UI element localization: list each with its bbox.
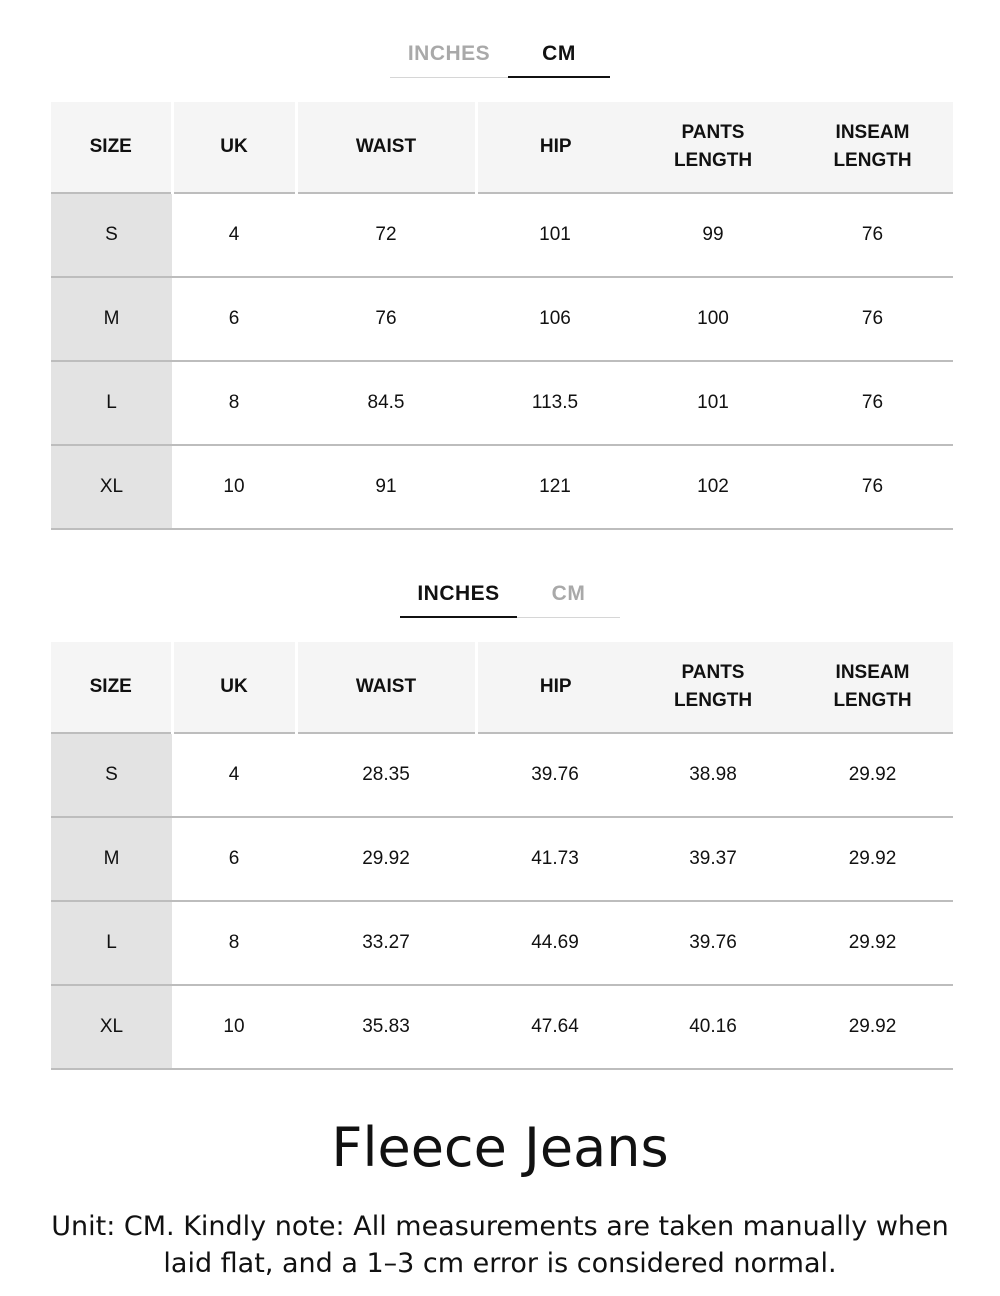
hip-cell: 121 [476,445,634,529]
uk-cell: 10 [172,445,296,529]
inseam-length-cell: 76 [792,361,953,445]
header-hip: HIP [476,102,634,193]
inseam-length-cell: 29.92 [792,985,953,1069]
size-cell: S [51,193,172,277]
inseam-length-cell: 76 [792,277,953,361]
size-cell: XL [51,985,172,1069]
header-pants-length: PANTS LENGTH [634,102,792,193]
header-inseam-length: INSEAM LENGTH [792,102,953,193]
hip-cell: 39.76 [476,733,634,817]
pants-length-cell: 100 [634,277,792,361]
measurement-note: Unit: CM. Kindly note: All measurements are taken manually when laid flat, and a 1–3 cm error is considered normal. [51,1211,949,1279]
waist-cell: 29.92 [296,817,476,901]
header-size: SIZE [51,642,172,733]
pants-length-cell: 102 [634,445,792,529]
table-row [51,193,953,277]
waist-cell: 28.35 [296,733,476,817]
tab-cm[interactable]: CM [551,582,586,605]
uk-cell: 4 [172,193,296,277]
product-title: Fleece Jeans [331,1116,669,1179]
pants-length-cell: 101 [634,361,792,445]
uk-cell: 4 [172,733,296,817]
size-cell: L [51,361,172,445]
waist-cell: 72 [296,193,476,277]
table-row [51,901,953,985]
active-tab-indicator [508,76,610,78]
table-row [51,985,953,1069]
waist-cell: 91 [296,445,476,529]
size-table-inches [51,642,953,1070]
pants-length-cell: 38.98 [634,733,792,817]
header-inseam-length: INSEAM LENGTH [792,642,953,733]
header-size: SIZE [51,102,172,193]
hip-cell: 106 [476,277,634,361]
waist-cell: 76 [296,277,476,361]
table-row [51,361,953,445]
table-row [51,277,953,361]
uk-cell: 6 [172,277,296,361]
size-table-cm [51,102,953,530]
waist-cell: 84.5 [296,361,476,445]
hip-cell: 44.69 [476,901,634,985]
size-cell: M [51,277,172,361]
unit-tabs-top [390,38,610,78]
table-header-row [51,642,953,733]
header-hip: HIP [476,642,634,733]
header-uk: UK [172,642,296,733]
inseam-length-cell: 76 [792,193,953,277]
pants-length-cell: 40.16 [634,985,792,1069]
table-row [51,445,953,529]
table-header-row [51,102,953,193]
size-cell: S [51,733,172,817]
unit-tabs-bottom [400,578,620,618]
pants-length-cell: 39.76 [634,901,792,985]
size-cell: M [51,817,172,901]
uk-cell: 10 [172,985,296,1069]
tab-cm[interactable]: CM [542,42,576,65]
table-row [51,817,953,901]
inseam-length-cell: 76 [792,445,953,529]
hip-cell: 41.73 [476,817,634,901]
tab-inches[interactable]: INCHES [407,42,491,65]
waist-cell: 35.83 [296,985,476,1069]
size-cell: L [51,901,172,985]
uk-cell: 8 [172,361,296,445]
header-waist: WAIST [296,642,476,733]
pants-length-cell: 39.37 [634,817,792,901]
inseam-length-cell: 29.92 [792,817,953,901]
hip-cell: 47.64 [476,985,634,1069]
inseam-length-cell: 29.92 [792,901,953,985]
uk-cell: 8 [172,901,296,985]
uk-cell: 6 [172,817,296,901]
hip-cell: 101 [476,193,634,277]
size-cell: XL [51,445,172,529]
header-waist: WAIST [296,102,476,193]
header-uk: UK [172,102,296,193]
table-row [51,733,953,817]
tab-inches[interactable]: INCHES [417,582,500,605]
waist-cell: 33.27 [296,901,476,985]
hip-cell: 113.5 [476,361,634,445]
header-pants-length: PANTS LENGTH [634,642,792,733]
pants-length-cell: 99 [634,193,792,277]
inseam-length-cell: 29.92 [792,733,953,817]
active-tab-indicator [400,616,517,618]
